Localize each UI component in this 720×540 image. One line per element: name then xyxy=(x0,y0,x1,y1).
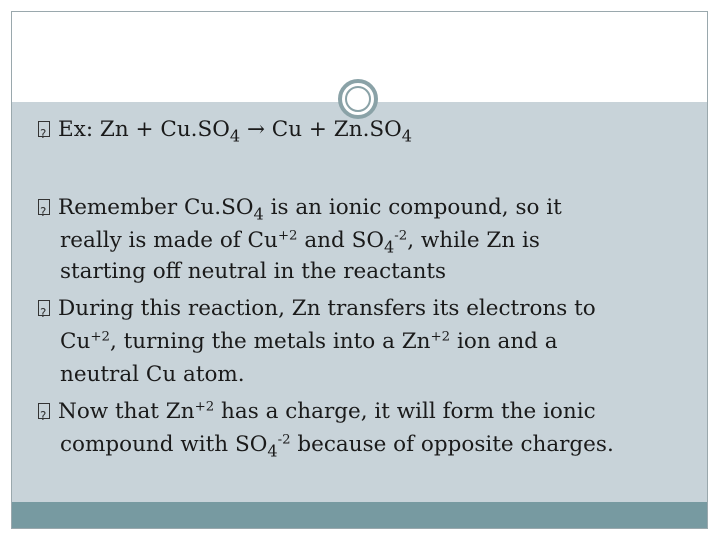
b3-sup: -2 xyxy=(277,432,291,448)
b2-sup: +2 xyxy=(90,329,110,345)
b1-text: really is made of Cu xyxy=(60,228,278,253)
eq-text-2: Cu + Zn.SO xyxy=(264,117,402,142)
bullet-2-line-3 xyxy=(60,360,245,390)
bullet-1-line-3 xyxy=(60,257,446,287)
b3-sub: 4 xyxy=(267,441,278,461)
bullet-2-line-2 xyxy=(60,327,558,357)
b2-text: neutral Cu atom. xyxy=(60,362,245,387)
b2-text: During this reaction, Zn transfers its electrons to xyxy=(58,296,596,321)
b2-text: ion and a xyxy=(450,329,558,354)
b1-sub: 4 xyxy=(383,237,395,257)
bullet-1-line-1 xyxy=(38,193,562,223)
bullet-3-line-2 xyxy=(60,430,614,460)
b1-text: , while Zn is xyxy=(407,228,540,253)
b1-text: starting off neutral in the reactants xyxy=(60,259,447,284)
b3-text: has a charge, it will form the ionic xyxy=(214,399,596,424)
b1-text: is an ionic compound, so it xyxy=(263,195,562,220)
b3-sup: +2 xyxy=(194,399,215,415)
b1-text: and SO xyxy=(297,228,384,253)
b1-sup: -2 xyxy=(394,228,408,244)
eq-sub-1: 4 xyxy=(229,126,241,146)
bullet-1-line-2 xyxy=(60,226,540,256)
bullet-icon xyxy=(38,403,50,419)
bullet-2-line-1 xyxy=(38,294,596,324)
b2-sup: +2 xyxy=(430,329,451,345)
b3-text: compound with SO xyxy=(60,432,268,457)
bullet-icon xyxy=(38,300,50,316)
b1-text: Remember Cu.SO xyxy=(58,195,254,220)
b3-text: Now that Zn xyxy=(58,399,195,424)
eq-text-1: Ex: Zn + Cu.SO xyxy=(58,117,230,142)
equation-line xyxy=(38,115,412,145)
bullet-3-line-1 xyxy=(38,397,596,427)
b2-text: , turning the metals into a Zn xyxy=(109,329,431,354)
arrow-icon: → xyxy=(246,117,265,142)
bullet-icon xyxy=(38,121,50,137)
b1-sub: 4 xyxy=(253,204,264,224)
decorative-circle-icon xyxy=(338,79,378,119)
slide-footer-bar xyxy=(12,502,707,528)
b3-text: because of opposite charges. xyxy=(290,432,614,457)
eq-sub-2: 4 xyxy=(401,126,413,146)
b1-sup: +2 xyxy=(277,228,298,244)
b2-text: Cu xyxy=(60,329,91,354)
bullet-icon xyxy=(38,199,50,215)
